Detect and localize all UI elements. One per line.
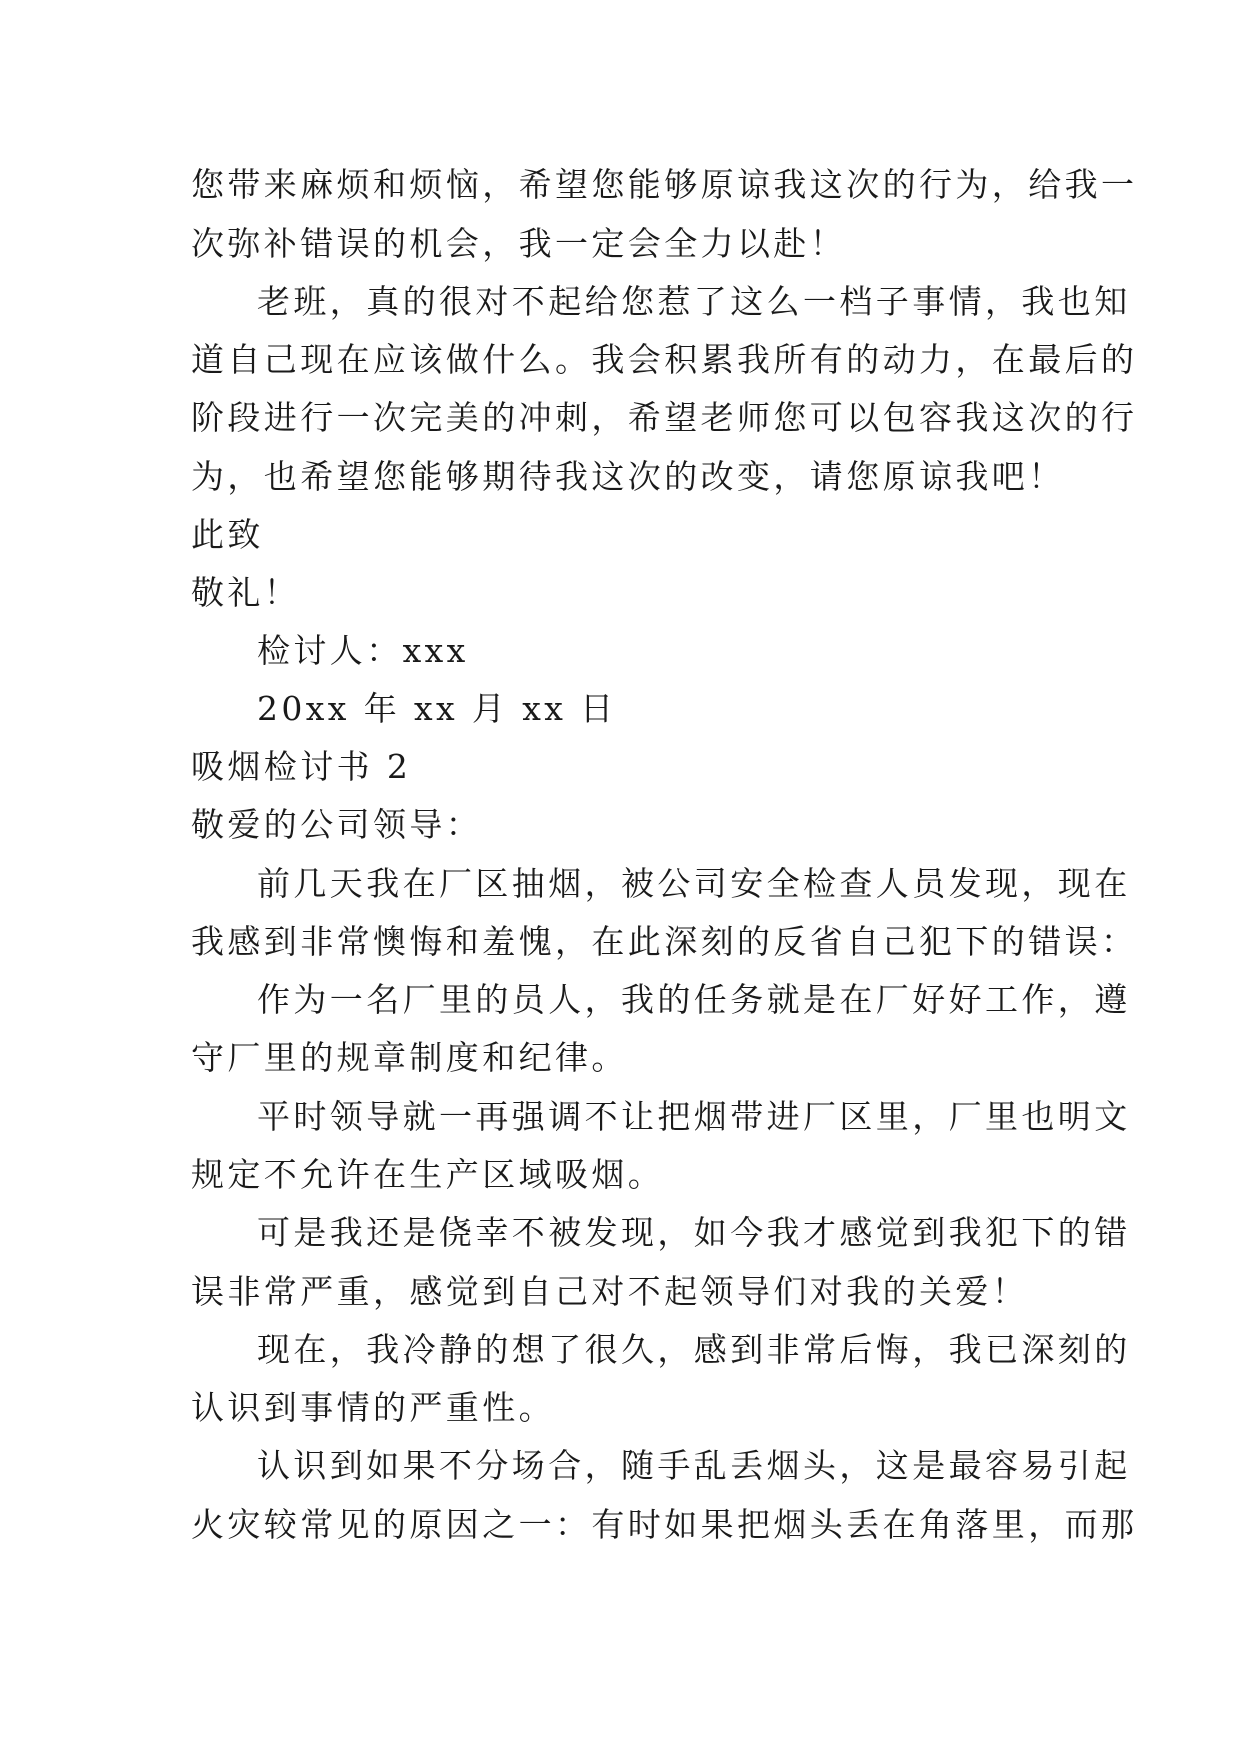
text-line: 您带来麻烦和烦恼，希望您能够原谅我这次的行为，给我一 [191, 165, 1138, 204]
paragraph-start: 现在，我冷静的想了很久，感到非常后悔，我已深刻的 [257, 1330, 1131, 1369]
text-line: 我感到非常懊悔和羞愧，在此深刻的反省自己犯下的错误： [191, 922, 1138, 961]
text-line: 守厂里的规章制度和纪律。 [191, 1038, 628, 1077]
closing-regards: 敬礼！ [191, 573, 301, 612]
paragraph-start: 平时领导就一再强调不让把烟带进厂区里，厂里也明文 [257, 1097, 1131, 1136]
greeting: 敬爱的公司领导： [191, 805, 483, 844]
signature-name: 检讨人：xxx [257, 631, 469, 670]
paragraph-start: 作为一名厂里的员人，我的任务就是在厂好好工作，遵 [257, 980, 1131, 1019]
text-line: 认识到事情的严重性。 [191, 1388, 555, 1427]
text-line: 火灾较常见的原因之一：有时如果把烟头丢在角落里，而那 [191, 1505, 1138, 1544]
text-line: 道自己现在应该做什么。我会积累我所有的动力，在最后的 [191, 340, 1138, 379]
text-line: 误非常严重，感觉到自己对不起领导们对我的关爱！ [191, 1272, 1029, 1311]
section-title: 吸烟检讨书 2 [191, 747, 412, 786]
closing-salutation: 此致 [191, 515, 264, 554]
paragraph-start: 认识到如果不分场合，随手乱丢烟头，这是最容易引起 [257, 1446, 1131, 1485]
text-line: 阶段进行一次完美的冲刺，希望老师您可以包容我这次的行 [191, 398, 1138, 437]
paragraph-start: 老班，真的很对不起给您惹了这么一档子事情，我也知 [257, 282, 1131, 321]
text-line: 为，也希望您能够期待我这次的改变，请您原谅我吧！ [191, 457, 1065, 496]
paragraph-start: 前几天我在厂区抽烟，被公司安全检查人员发现，现在 [257, 864, 1131, 903]
text-line: 次弥补错误的机会，我一定会全力以赴！ [191, 224, 847, 263]
signature-date: 20xx 年 xx 月 xx 日 [257, 689, 617, 728]
text-line: 规定不允许在生产区域吸烟。 [191, 1155, 665, 1194]
paragraph-start: 可是我还是侥幸不被发现，如今我才感觉到我犯下的错 [257, 1213, 1131, 1252]
